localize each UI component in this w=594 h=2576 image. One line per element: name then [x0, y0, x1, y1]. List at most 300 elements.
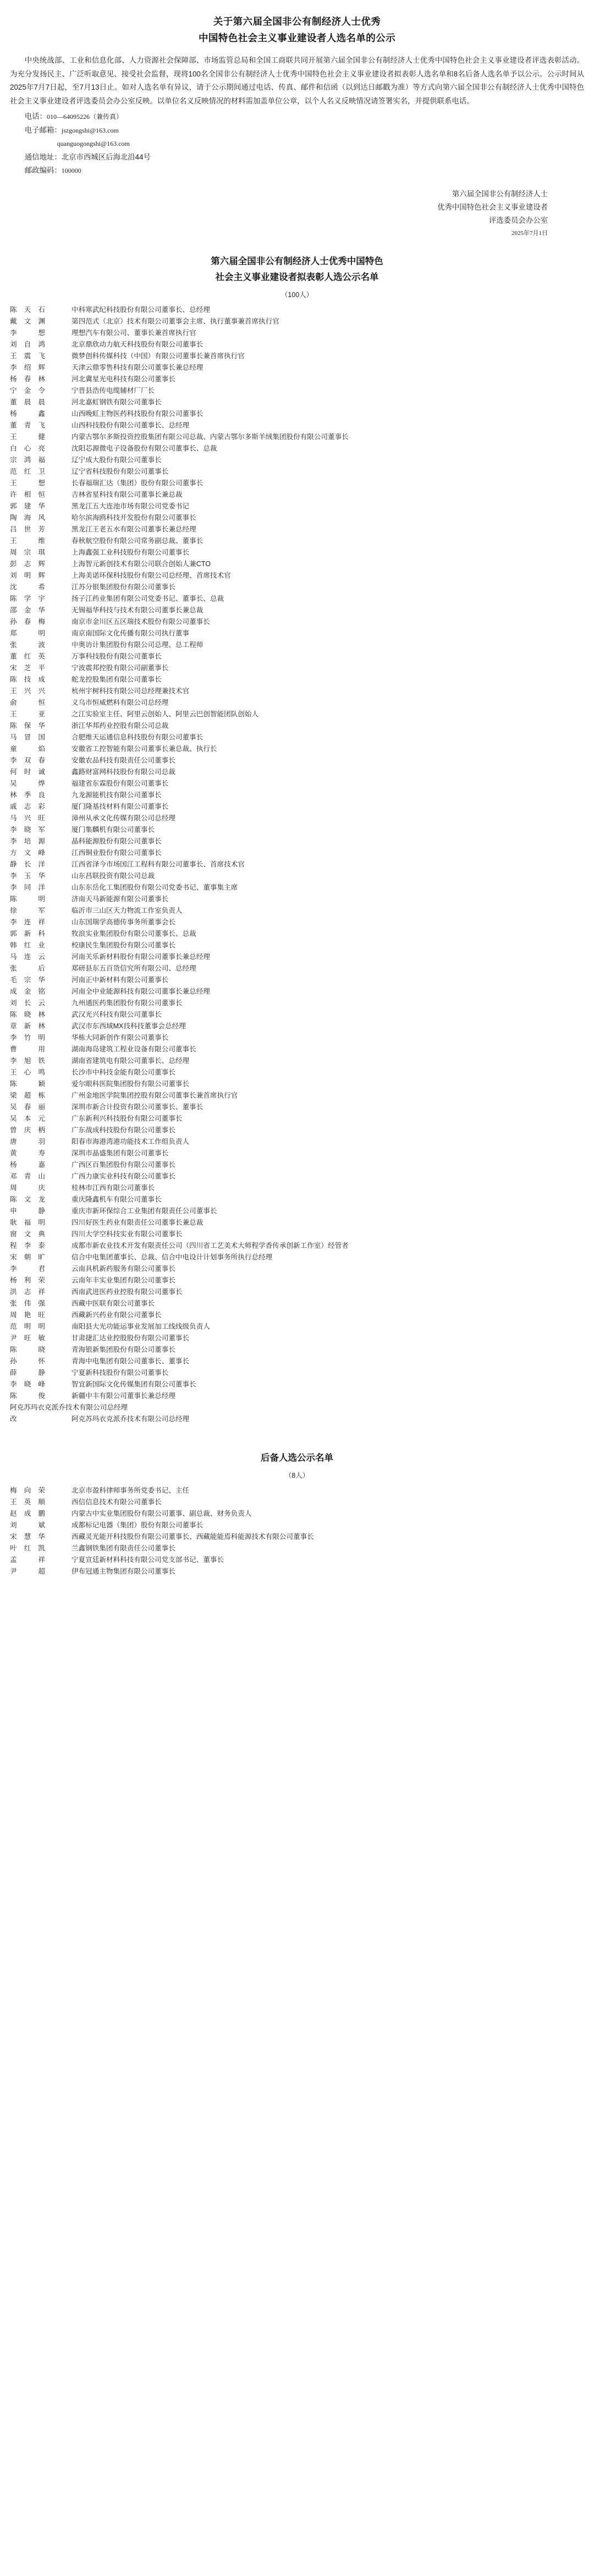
table-row — [10, 535, 584, 547]
table-row — [10, 454, 584, 466]
person-title: 重庆隆鑫机车有限公司董事长 — [72, 1195, 162, 1203]
person-title: 安徽农品科技有限责任公司董事长 — [72, 756, 175, 764]
table-row — [10, 1402, 584, 1413]
person-name: 刘斌 — [10, 1521, 45, 1529]
person-title: 内蒙古中实业集团股份有限公司董事、副总裁、财务负责人 — [72, 1509, 252, 1517]
person-title: 阿克苏玛衣克派乔技术有限公司总经理 — [72, 1415, 190, 1423]
table-row — [10, 859, 584, 870]
person-title: 广西区百集团股份有限公司董事长 — [72, 1160, 175, 1169]
person-name: 毛宗华 — [10, 975, 45, 984]
table-row — [10, 1309, 584, 1321]
table-row — [10, 489, 584, 501]
table-row — [10, 801, 584, 813]
person-name: 宗鸿福 — [10, 456, 45, 464]
person-name: 薛静 — [10, 1368, 45, 1377]
person-title: 河北嘉虹钢铁有限公司董事长 — [72, 398, 162, 406]
person-title: 爱尔眼科医院集团股份有限公司董事长 — [72, 1079, 190, 1088]
table-row — [10, 362, 584, 374]
contact-phone-label: 电话： — [24, 112, 47, 120]
person-title: 中奥访计集团股份有限公司总理、总工程师 — [72, 640, 204, 649]
table-row — [10, 1263, 584, 1275]
person-title: 北京鼎欣动力航天科技股份有限公司董事长 — [72, 340, 204, 348]
person-name: 李想 — [10, 328, 45, 337]
person-name: 刘明辉 — [10, 571, 45, 579]
table-row — [10, 1344, 584, 1356]
person-title: 深圳市晶盛集团有限公司董事长 — [72, 1149, 169, 1157]
person-title: 云南年丰实业集团有限公司董事长 — [72, 1276, 175, 1284]
person-title: 校康民生集团股份有限公司董事长 — [72, 941, 175, 949]
table-row — [10, 1171, 584, 1182]
person-name: 董晨晨 — [10, 398, 45, 406]
person-title: 之江实验室主任、阿里云创始人、阿里云巴创智能团队创始人 — [72, 710, 259, 718]
table-row — [10, 836, 584, 847]
table-row — [10, 512, 584, 524]
table-row — [10, 766, 584, 778]
person-name: 尹旺敏 — [10, 1334, 45, 1342]
main-list-count: （100人） — [280, 291, 314, 299]
person-name: 方文峰 — [10, 848, 45, 857]
person-title: 智宜新国际文化传媒集团有限公司董事长 — [72, 1380, 196, 1388]
person-name: 王心鸣 — [10, 1068, 45, 1076]
person-title: 天津云鼎零售科技有限公司董事长兼总经理 — [72, 363, 204, 371]
person-name: 彭志辉 — [10, 560, 45, 568]
person-title: 信合中电集团董事长、总裁、信合中电设计计划事务所执行总经理 — [72, 1253, 273, 1261]
person-name: 戚志彩 — [10, 802, 45, 810]
person-name: 白心亮 — [10, 444, 45, 452]
table-row — [10, 385, 584, 397]
person-name: 阿克苏玛衣克派乔技术有限公司总经理 — [10, 1403, 128, 1411]
person-name: 宋慧华 — [10, 1532, 45, 1541]
person-name: 吴烨 — [10, 779, 45, 787]
table-row — [10, 1286, 584, 1298]
person-title: 江苏分银集团股份有限公司董事长 — [72, 583, 175, 591]
person-name: 张伟强 — [10, 1299, 45, 1307]
person-name: 王英顺 — [10, 1498, 45, 1506]
table-row — [10, 882, 584, 894]
person-title: 无锡福华科技与技术有限公司董事长兼总裁 — [72, 606, 204, 614]
person-name: 李同洋 — [10, 883, 45, 891]
person-name: 陈保华 — [10, 721, 45, 730]
person-name: 周宗琪 — [10, 548, 45, 556]
person-name: 张后 — [10, 964, 45, 972]
table-row — [10, 639, 584, 651]
person-title: 兰鑫钢铁集团有限责任公司董事长 — [72, 1544, 175, 1552]
table-row — [10, 1485, 584, 1497]
table-row — [10, 686, 584, 697]
person-title: 郑研县东五百货信究所有限公司、总经理 — [72, 964, 196, 972]
person-name: 宋芝平 — [10, 664, 45, 672]
contact-email-value: jszgongshi@163.com — [61, 126, 119, 134]
person-name: 戴文渊 — [10, 317, 45, 325]
person-title: 杭州宇树科技有限公司总经理兼技术官 — [72, 687, 190, 695]
table-row — [10, 605, 584, 616]
person-title: 湖南省建筑电有限公司董事长、总经理 — [72, 1056, 190, 1065]
person-name: 韩红业 — [10, 941, 45, 949]
person-title: 辽宁省科技股份有限公司董事长 — [72, 467, 169, 475]
person-title: 南阳县大光功能运事业发展加工线线级负责人 — [72, 1322, 210, 1330]
table-row — [10, 651, 584, 662]
person-title: 甘肃捷汇达业控股股份有限公司董事长 — [72, 1334, 190, 1342]
person-title: 湖南海岛建筑工程业设备有限公司董事长 — [72, 1045, 196, 1053]
person-name: 李玉华 — [10, 872, 45, 880]
table-row — [10, 582, 584, 593]
table-row — [10, 1125, 584, 1136]
person-name: 改 — [10, 1415, 17, 1423]
table-row — [10, 304, 584, 316]
table-row — [10, 743, 584, 755]
table-row — [10, 1543, 584, 1554]
table-row — [10, 1497, 584, 1508]
table-row — [10, 547, 584, 558]
reserve-list-table — [10, 1485, 584, 1577]
person-name: 陈晓 — [10, 1345, 45, 1353]
person-title: 厦门集麟机有限公司董事长 — [72, 825, 155, 834]
person-title: 云南具机新药服务有限公司董事长 — [72, 1264, 175, 1273]
table-row — [10, 316, 584, 327]
reserve-list-title: 后备人选公示名单 — [261, 1453, 333, 1463]
person-name: 梁超栋 — [10, 1091, 45, 1099]
person-title: 桂林市江西有限公司董事长 — [72, 1183, 155, 1192]
table-row — [10, 339, 584, 350]
table-row — [10, 558, 584, 570]
person-title: 西藏灵光能开科技股份有限公司董事长、西藏能能焉科能源技术有限公司董事长 — [72, 1532, 314, 1541]
person-name: 吕世芳 — [10, 525, 45, 533]
table-row — [10, 420, 584, 431]
person-name: 杨嘉 — [10, 1160, 45, 1169]
person-title: 南京市金川区五区瑞技术股份有限公司董事长 — [72, 617, 210, 626]
person-name: 陈文龙 — [10, 1195, 45, 1203]
person-name: 王亚 — [10, 710, 45, 718]
person-title: 辽宁成大股份有限公司董事长 — [72, 456, 162, 464]
person-name: 董青飞 — [10, 421, 45, 429]
table-row — [10, 1298, 584, 1309]
person-name: 马兴旺 — [10, 814, 45, 822]
person-name: 黄寿 — [10, 1149, 45, 1157]
person-title: 山东昌联投资有限公司总裁 — [72, 872, 155, 880]
contact-address-line — [10, 151, 584, 165]
person-name: 王想 — [10, 479, 45, 487]
person-name: 申静 — [10, 1207, 45, 1215]
contact-zip-line — [10, 164, 584, 178]
table-row — [10, 697, 584, 709]
signature-line-2: 优秀中国特色社会主义事业建设者 — [437, 202, 548, 211]
person-title: 武汉光兴科技有限公司董事长 — [72, 1010, 162, 1018]
table-row — [10, 1531, 584, 1543]
table-row — [10, 1508, 584, 1520]
table-row — [10, 709, 584, 720]
person-name: 童焰 — [10, 744, 45, 753]
table-row — [10, 1275, 584, 1286]
table-row — [10, 443, 584, 454]
person-title: 阳春市海港湾港功能技术工作组负责人 — [72, 1137, 190, 1146]
person-title: 宁波震邦控股有限公司副董事长 — [72, 664, 169, 672]
contact-block — [10, 110, 584, 178]
table-row — [10, 732, 584, 743]
table-row — [10, 466, 584, 478]
person-name: 刘长云 — [10, 999, 45, 1007]
person-title: 内蒙古鄂尔多斯投资控股集团有限公司总裁、内蒙古鄂尔多斯羊绒集团股份有限公司董事长 — [72, 432, 349, 441]
table-row — [10, 1136, 584, 1148]
person-name: 何时诚 — [10, 768, 45, 776]
person-title: 临沂市三山区天力物流工作室负责人 — [72, 906, 183, 914]
person-name: 郭建华 — [10, 502, 45, 510]
person-name: 孟祥 — [10, 1555, 45, 1564]
person-title: 哈尔滨海鸥科技开发股份有限公司董事长 — [72, 513, 196, 522]
person-title: 宁夏新科技股份有限公司董事长 — [72, 1368, 169, 1377]
person-title: 鑫路财富网科技股份有限公司总裁 — [72, 768, 175, 776]
person-title: 九州通医药集团股份有限公司董事长 — [72, 999, 183, 1007]
table-row — [10, 593, 584, 605]
table-row — [10, 928, 584, 940]
person-title: 中科寒武纪科技股份有限公司董事长、总经理 — [72, 305, 210, 314]
person-title: 山西晚虹主物医药科技股份有限公司董事长 — [72, 409, 204, 418]
main-list-title-line-1: 第六届全国非公有制经济人士优秀中国特色 — [211, 256, 383, 266]
person-name: 李君 — [10, 1264, 45, 1273]
table-row — [10, 905, 584, 917]
table-row — [10, 1520, 584, 1531]
table-row — [10, 1078, 584, 1090]
announcement-body — [10, 54, 584, 239]
person-title: 广西力康实业科技有限公司董事长 — [72, 1172, 175, 1180]
person-name: 郑明 — [10, 629, 45, 637]
table-row — [10, 1182, 584, 1194]
person-name: 耿福明 — [10, 1218, 45, 1226]
person-title: 上海鑫强工业科技股份有限公司董事长 — [72, 548, 190, 556]
person-title: 河北冀星光电科技有限公司董事长 — [72, 375, 175, 383]
table-row — [10, 974, 584, 986]
person-name: 马连云 — [10, 952, 45, 961]
person-title: 沈阳芯源微电子设备股份有限公司董事长、总裁 — [72, 444, 217, 452]
person-name: 章新林 — [10, 1022, 45, 1030]
person-name: 李晓军 — [10, 825, 45, 834]
person-name: 范红卫 — [10, 467, 45, 475]
person-name: 陈俊 — [10, 1391, 45, 1400]
person-title: 黑龙江五大连池市场有限公司党委书记 — [72, 502, 190, 510]
person-title: 青海中电集团有限公司董事长、董事长 — [72, 1357, 190, 1365]
signature-block — [10, 188, 584, 239]
person-name: 陈天石 — [10, 305, 45, 314]
person-name: 宋朝旷 — [10, 1253, 45, 1261]
person-title: 西藏新兴药业有限公司董事长 — [72, 1311, 162, 1319]
table-row — [10, 431, 584, 443]
person-name: 沈希 — [10, 583, 45, 591]
person-name: 吴本元 — [10, 1114, 45, 1122]
person-title: 河南正中新材料有限公司董事长 — [72, 975, 169, 984]
table-row — [10, 397, 584, 408]
person-title: 山东东岳化工集团股份有限公司党委书记、董事集主席 — [72, 883, 238, 891]
table-row — [10, 1101, 584, 1113]
person-name: 曾庆柄 — [10, 1126, 45, 1134]
table-row — [10, 824, 584, 836]
table-row — [10, 917, 584, 928]
person-name: 程李泰 — [10, 1241, 45, 1249]
table-row — [10, 1205, 584, 1217]
person-title: 山东国瑞学高德传事务所董事会长 — [72, 918, 175, 926]
person-name: 陈学宇 — [10, 594, 45, 602]
person-title: 安徽省工控智能有限公司董事长兼总裁、执行长 — [72, 744, 217, 753]
person-title: 九龙源能机技有限公司董事长 — [72, 791, 162, 799]
table-row — [10, 1159, 584, 1171]
person-name: 李晓峰 — [10, 1380, 45, 1388]
person-title: 济南天马新能源有限公司董事长 — [72, 895, 169, 903]
person-name: 李双春 — [10, 756, 45, 764]
table-row — [10, 755, 584, 766]
table-row — [10, 1554, 584, 1566]
person-title: 第四范式（北京）技术有限公司董事会主席、执行董事兼首席执行官 — [72, 317, 279, 325]
person-title: 成都市新农业技术开发有限责任公司（四川省工艺美术大师程学香传承创新工作室）经管者 — [72, 1241, 349, 1249]
table-row — [10, 963, 584, 974]
person-name: 成金铭 — [10, 987, 45, 995]
table-row — [10, 327, 584, 339]
person-title: 广州金地医学院集团控股有限公司董事长兼首席执行官 — [72, 1091, 238, 1099]
person-title: 万事科技股份有限公司董事长 — [72, 652, 162, 660]
person-name: 陈晓林 — [10, 1010, 45, 1018]
table-row — [10, 1009, 584, 1021]
person-name: 李绍辉 — [10, 363, 45, 371]
person-name: 范明明 — [10, 1322, 45, 1330]
person-title: 青海银新集团股份有限公司董事长 — [72, 1345, 175, 1353]
table-row — [10, 1032, 584, 1044]
person-title: 牧浪实业集团股份有限公司董事长、总裁 — [72, 929, 196, 938]
table-row — [10, 570, 584, 582]
person-title: 重庆市新环保综合工业集团有限责任公司董事长 — [72, 1207, 217, 1215]
person-name: 李培源 — [10, 837, 45, 845]
table-row — [10, 350, 584, 362]
person-title: 山西科技股份有限公司董事长、总经理 — [72, 421, 190, 429]
person-name: 俞恒 — [10, 698, 45, 706]
person-title: 江西省泽今市场国江工程科有限公司董事长、首席技术官 — [72, 860, 245, 868]
person-title: 成都标记电器（集团）股份有限公司董事长 — [72, 1521, 204, 1529]
person-name: 王维 — [10, 536, 45, 545]
person-name: 李旭铁 — [10, 1056, 45, 1065]
main-list-title — [10, 254, 584, 286]
person-name: 陈明 — [10, 895, 45, 903]
person-title: 理想汽车有限公司、董事长兼首席执行官 — [72, 328, 196, 337]
table-row — [10, 940, 584, 951]
person-title: 微梦创科传媒科技（中国）有限公司董事长兼首席执行官 — [72, 352, 245, 360]
person-title: 浙江华邦药业控股有限公司总裁 — [72, 721, 169, 730]
signature-line-3: 评选委员会办公室 — [488, 216, 548, 224]
person-title: 广东战成科技股份有限公司董事长 — [72, 1126, 175, 1134]
table-row — [10, 1356, 584, 1367]
person-name: 郭新科 — [10, 929, 45, 938]
reserve-list-count: （8人） — [284, 1471, 310, 1479]
person-name: 静长洋 — [10, 860, 45, 868]
person-title: 长沙市中科技金能有限公司董事长 — [72, 1068, 175, 1076]
person-name: 洪志祥 — [10, 1287, 45, 1296]
person-title: 西藏中医联有限公司董事长 — [72, 1299, 155, 1307]
table-row — [10, 674, 584, 686]
table-row — [10, 616, 584, 628]
person-title: 深圳市新合计投资有限公司董事长、董事长 — [72, 1103, 204, 1111]
contact-address-value: 北京市西城区后海北沿44号 — [61, 152, 151, 161]
person-title: 黑龙江王老五水有限公司董事长兼总经理 — [72, 525, 196, 533]
table-row — [10, 1021, 584, 1032]
table-row — [10, 1217, 584, 1229]
person-title: 吉林省星科技有限公司董事长兼总裁 — [72, 490, 183, 498]
contact-phone-value: 010—64095226（兼传真） — [46, 113, 123, 120]
table-row — [10, 1240, 584, 1252]
person-name: 马冒国 — [10, 733, 45, 741]
table-row — [10, 1148, 584, 1159]
person-name: 邵金华 — [10, 606, 45, 614]
person-title: 南京南国际文化传播有限公司执行董事 — [72, 629, 190, 637]
person-title: 北京市盈科律师事务所党委书记、主任 — [72, 1486, 190, 1494]
person-title: 义乌市恒威燃料有限公司总经理 — [72, 698, 169, 706]
table-row — [10, 813, 584, 824]
person-name: 曹用 — [10, 1045, 45, 1053]
announcement-paragraph: 中央统战部、工业和信息化部、人力资源社会保障部、市场监管总局和全国工商联共同开展第六届全国非公有制经济人士优秀中国特色社会主义事业建设者评选表彰活动。为充分发扬民主、广泛听取意见、接受社会监督，现将100名全国非公有制经济人士优秀中国特色社会主义事业建设者拟表彰人选名单和8名后备人选名单予以公示。公示时间从2025年7月7日起，至7月13日止。如对人选名单有异议，请于公示期间通过电话、传真、邮件和信函（以到达日邮戳为准）等方式向第六届全国非公有制经济人士优秀中国特色社会主义事业建设者评选委员会办公室反映。以单位名义反映情况的材料需加盖单位公章，以个人名义反映情况请签署实名，并提供联系电话。 — [10, 56, 584, 105]
person-title: 晶科能源股份有限公司董事长 — [72, 837, 162, 845]
person-name: 杨利荣 — [10, 1276, 45, 1284]
person-name: 陈颖 — [10, 1079, 45, 1088]
table-row — [10, 478, 584, 489]
person-title: 厦门隆基技材料有限公司董事长 — [72, 802, 169, 810]
person-name: 陈技成 — [10, 675, 45, 683]
table-row — [10, 524, 584, 535]
contact-email-label: 电子邮箱： — [24, 125, 62, 134]
person-title: 宁晋县浩传电缆辅材厂厂长 — [72, 386, 155, 394]
person-name: 叶红凯 — [10, 1544, 45, 1552]
person-name: 周艳旺 — [10, 1311, 45, 1319]
table-row — [10, 628, 584, 639]
person-name: 陶海风 — [10, 513, 45, 522]
table-row — [10, 894, 584, 905]
person-name: 赵成鹏 — [10, 1509, 45, 1517]
table-row — [10, 997, 584, 1009]
person-title: 春秋航空股份有限公司常务副总裁、董事长 — [72, 536, 204, 545]
person-title: 合肥维天运通信息科技股份有限公司董事长 — [72, 733, 204, 741]
table-row — [10, 790, 584, 801]
person-name: 吴春丽 — [10, 1103, 45, 1111]
person-title: 武汉市东西域MX技科技董事会总经理 — [72, 1022, 186, 1030]
person-name: 梅向荣 — [10, 1486, 45, 1494]
person-title: 新疆中丰有限公司董事长兼总经理 — [72, 1391, 175, 1400]
person-name: 周庆 — [10, 1183, 45, 1192]
document-title-line-1: 关于第六届全国非公有制经济人士优秀 — [213, 16, 381, 27]
person-title: 上海智元新创技术有限公司联合创始人兼CTO — [72, 560, 211, 568]
person-title: 江西铜业股份有限公司董事长 — [72, 848, 162, 857]
contact-address-label: 通信地址： — [24, 152, 62, 161]
table-row — [10, 1113, 584, 1125]
contact-email-line-2 — [10, 137, 584, 151]
person-title: 华栋大同新创作有限公司董事长 — [72, 1033, 169, 1042]
person-name: 杨鑫 — [10, 409, 45, 418]
table-row — [10, 1390, 584, 1402]
table-row — [10, 1090, 584, 1101]
table-row — [10, 1229, 584, 1240]
person-name: 孙怀 — [10, 1357, 45, 1365]
table-row — [10, 501, 584, 512]
document-title — [10, 13, 584, 46]
main-list-title-line-2: 社会主义事业建设者拟表彰人选公示名单 — [215, 272, 379, 282]
table-row — [10, 1194, 584, 1205]
table-row — [10, 720, 584, 732]
person-title: 福建省东霖股份有限公司董事长 — [72, 779, 169, 787]
table-row — [10, 951, 584, 963]
table-row — [10, 1379, 584, 1390]
contact-email-line — [10, 124, 584, 138]
contact-zip-value: 100000 — [61, 167, 81, 174]
person-name: 王兴兴 — [10, 687, 45, 695]
person-title: 河南全中业能源科技有限公司董事长兼总经理 — [72, 987, 210, 995]
person-name: 林季良 — [10, 791, 45, 799]
person-name: 许相恒 — [10, 490, 45, 498]
person-name: 张波 — [10, 640, 45, 649]
person-title: 西南武进医药业控股有限公司董事长 — [72, 1287, 183, 1296]
person-name: 尹超 — [10, 1567, 45, 1575]
table-row — [10, 1367, 584, 1379]
